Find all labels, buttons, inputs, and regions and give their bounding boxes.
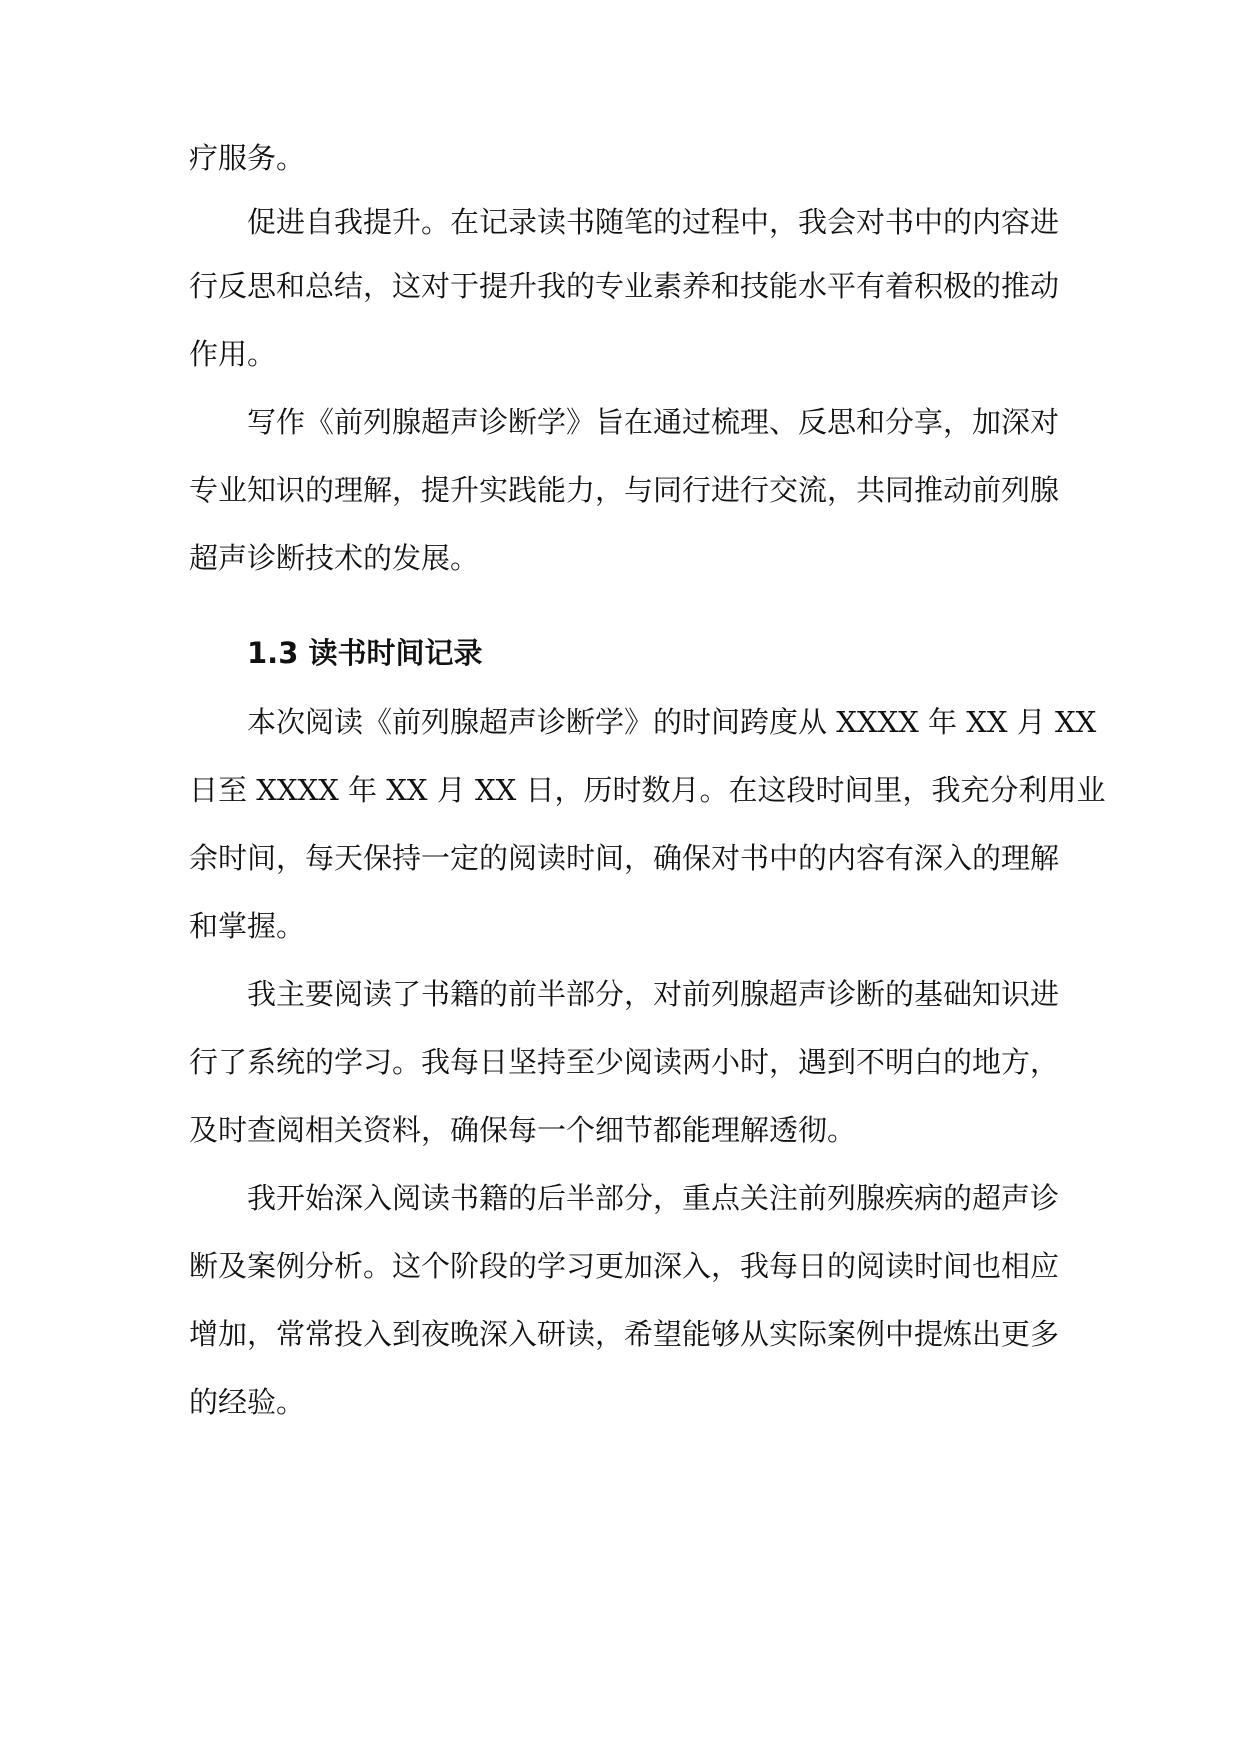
section-heading: 1.3 读书时间记录: [247, 636, 483, 670]
text-line: 行反思和总结，这对于提升我的专业素养和技能水平有着积极的推动: [189, 269, 1060, 303]
text-line: 断及案例分析。这个阶段的学习更加深入，我每日的阅读时间也相应: [189, 1249, 1060, 1283]
text-line: 专业知识的理解，提升实践能力，与同行进行交流，共同推动前列腺: [189, 473, 1060, 507]
paragraph-first-line: 我主要阅读了书籍的前半部分，对前列腺超声诊断的基础知识进: [247, 977, 1060, 1011]
text-line: 余时间，每天保持一定的阅读时间，确保对书中的内容有深入的理解: [189, 841, 1060, 875]
paragraph-first-line: 我开始深入阅读书籍的后半部分，重点关注前列腺疾病的超声诊: [247, 1181, 1060, 1215]
text-line: 和掌握。: [189, 909, 306, 943]
text-line: 作用。: [189, 337, 277, 371]
text-line: 增加，常常投入到夜晚深入研读，希望能够从实际案例中提炼出更多: [189, 1317, 1060, 1351]
paragraph-first-line: 促进自我提升。在记录读书随笔的过程中，我会对书中的内容进: [247, 205, 1060, 239]
text-line: 日至 XXXX 年 XX 月 XX 日，历时数月。在这段时间里，我充分利用业: [189, 773, 1106, 807]
text-line: 超声诊断技术的发展。: [189, 541, 480, 575]
paragraph-first-line: 本次阅读《前列腺超声诊断学》的时间跨度从 XXXX 年 XX 月 XX: [247, 705, 1097, 739]
text-line: 的经验。: [189, 1385, 306, 1419]
text-line: 及时查阅相关资料，确保每一个细节都能理解透彻。: [189, 1113, 857, 1147]
text-line: 行了系统的学习。我每日坚持至少阅读两小时，遇到不明白的地方，: [189, 1045, 1060, 1079]
paragraph-first-line: 写作《前列腺超声诊断学》旨在通过梳理、反思和分享，加深对: [247, 405, 1060, 439]
text-line: 疗服务。: [189, 141, 306, 175]
